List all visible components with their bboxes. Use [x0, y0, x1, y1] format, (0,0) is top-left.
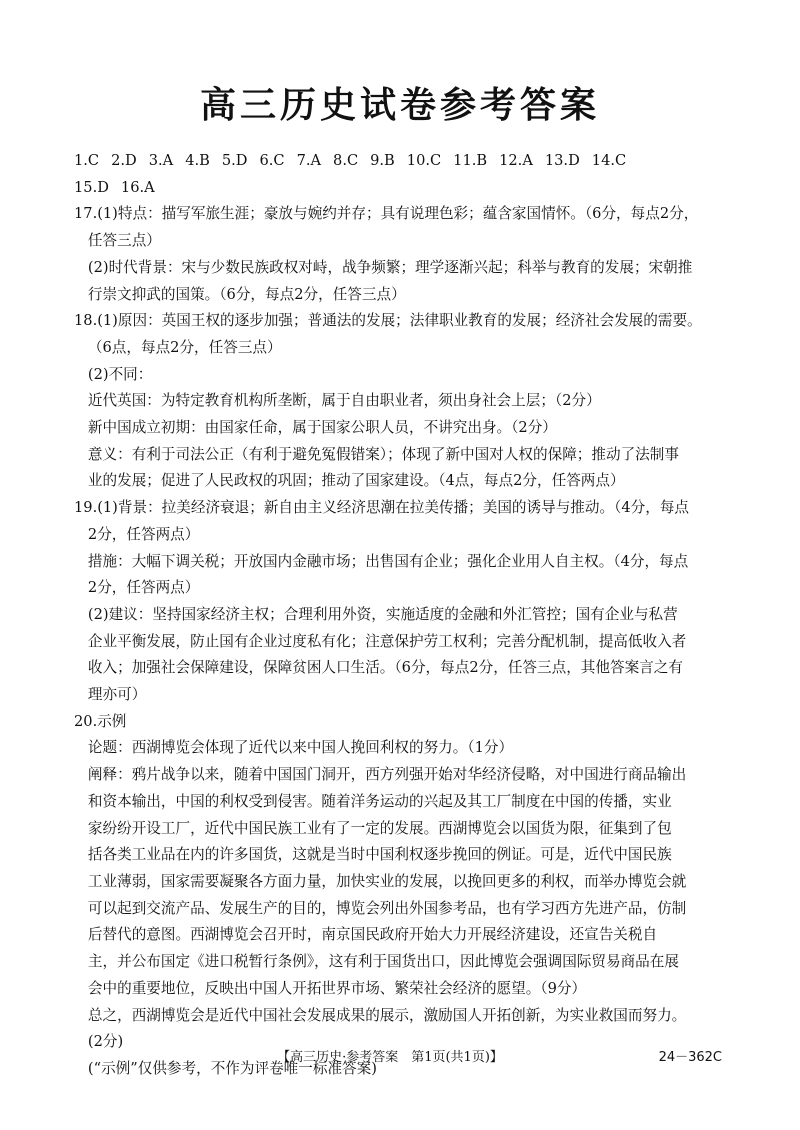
mc-answer: 4.B [185, 152, 210, 169]
mc-answer: 9.B [370, 152, 395, 169]
answer-line: (2)建议：坚持国家经济主权；合理利用外资，实施适度的金融和外汇管控；国有企业与私营 [74, 605, 678, 623]
answer-line: 措施：大幅下调关税；开放国内金融市场；出售国有企业；强化企业用人自主权。（4分，每点 [74, 552, 689, 570]
answer-line: 主，并公布国定《进口税暂行条例》，这有利于国货出口，因此博览会强调国际贸易商品在展 [74, 953, 679, 971]
answer-line: 新中国成立初期：由国家任命，属于国家公职人员，不讲究出身。（2分） [74, 419, 557, 437]
mc-answer: 5.D [221, 152, 248, 169]
answer-line: 收入；加强社会保障建设，保障贫困人口生活。（6分，每点2分，任答三点，其他答案言之有 [74, 659, 683, 677]
mc-answer: 13.D [544, 152, 580, 169]
answer-line: 阐释：鸦片战争以来，随着中国国门洞开，西方列强开始对华经济侵略，对中国进行商品输出 [74, 766, 687, 784]
mc-answer: 2.D [111, 152, 137, 169]
mc-answer: 14.C [591, 152, 627, 169]
answer-line: 2分，任答两点） [74, 525, 200, 543]
answer-line: 17.(1)特点：描写军旅生涯；豪放与婉约并存；具有说理色彩；蕴含家国情怀。（6分，每点2分， [74, 205, 699, 223]
mc-answers-row-1 [74, 148, 729, 175]
page-title: 高三历史试卷参考答案 [199, 85, 600, 126]
footer-page-info: 【高三历史·参考答案 第1页(共1页)】 [277, 1050, 503, 1065]
answer-line: 19.(1)背景：拉美经济衰退；新自由主义经济思潮在拉美传播；美国的诱导与推动。（4分，每点 [74, 499, 690, 517]
mc-answers-row-2 [74, 175, 729, 202]
footer-doc-code: 24－362C [658, 1050, 722, 1065]
answer-line: 20.示例 [74, 712, 127, 730]
answer-line: 任答三点） [74, 232, 161, 250]
answer-line: (2)时代背景：宋与少数民族政权对峙，战争频繁；理学逐渐兴起；科举与教育的发展；宋朝推 [74, 258, 693, 276]
answer-line: 可以起到交流产品、发展生产的目的，博览会列出外国参考品，也有学习西方先进产品，仿制 [74, 899, 687, 917]
mc-answer: 6.C [259, 152, 285, 169]
answer-line: （6点，每点2分，任答三点） [74, 338, 282, 356]
answer-line: (“示例”仅供参考，不作为评卷唯一标准答案) [74, 1059, 377, 1077]
answer-line: 会中的重要地位，反映出中国人开拓世界市场、繁荣社会经济的愿望。（9分） [74, 979, 587, 997]
answer-line: 后替代的意图。西湖博览会召开时，南京国民政府开始大力开展经济建设，还宣告关税自 [74, 926, 658, 944]
answer-line: 18.(1)原因：英国王权的逐步加强；普通法的发展；法律职业教育的发展；经济社会发展的需要。 [74, 312, 702, 330]
answer-line: 工业薄弱，国家需要凝聚各方面力量，加快实业的发展，以挽回更多的利权，而举办博览会就 [74, 872, 687, 890]
answer-line: 和资本输出，中国的利权受到侵害。随着洋务运动的兴起及其工厂制度在中国的传播，实业 [74, 792, 672, 810]
answer-line: 意义：有利于司法公正（有利于避免冤假错案）；体现了新中国对人权的保障；推动了法制事 [74, 445, 679, 463]
mc-answer: 10.C [406, 152, 442, 169]
answer-line: (2)不同： [74, 365, 153, 383]
answer-body [74, 148, 729, 1083]
mc-answer: 15.D [74, 178, 109, 196]
mc-answer: 7.A [296, 152, 322, 169]
mc-answer: 11.B [453, 152, 488, 169]
mc-answer: 1.C [74, 152, 100, 169]
mc-answer: 12.A [499, 152, 533, 169]
answer-line: 近代英国：为特定教育机构所垄断，属于自由职业者，须出身社会上层；（2分） [74, 392, 601, 410]
answer-line: 论题：西湖博览会体现了近代以来中国人挽回利权的努力。（1分） [74, 739, 514, 757]
mc-answer: 16.A [120, 178, 155, 196]
answer-line: (2分) [74, 1033, 124, 1051]
answer-line: 业的发展；促进了人民政权的巩固；推动了国家建设。（4点，每点2分，任答两点） [74, 472, 625, 490]
answer-line: 总之，西湖博览会是近代中国社会发展成果的展示，激励国人开拓创新，为实业救国而努力。 [74, 1006, 687, 1024]
answer-lines [74, 201, 729, 1082]
answer-line: 家纷纷开设工厂，近代中国民族工业有了一定的发展。西湖博览会以国货为限，征集到了包 [74, 819, 672, 837]
answer-line: 2分，任答两点） [74, 579, 200, 597]
answer-line: 企业平衡发展，防止国有企业过度私有化；注意保护劳工权利；完善分配机制，提高低收入者 [74, 632, 687, 650]
page-footer [0, 1046, 800, 1070]
answer-line: 理亦可） [74, 686, 147, 704]
mc-answer: 3.A [148, 152, 174, 169]
answer-line: 括各类工业品在内的许多国货，这就是当时中国利权逐步挽回的例证。可是，近代中国民族 [74, 846, 672, 864]
answer-line: 行崇文抑武的国策。（6分，每点2分，任答三点） [74, 285, 406, 303]
mc-answer: 8.C [333, 152, 359, 169]
